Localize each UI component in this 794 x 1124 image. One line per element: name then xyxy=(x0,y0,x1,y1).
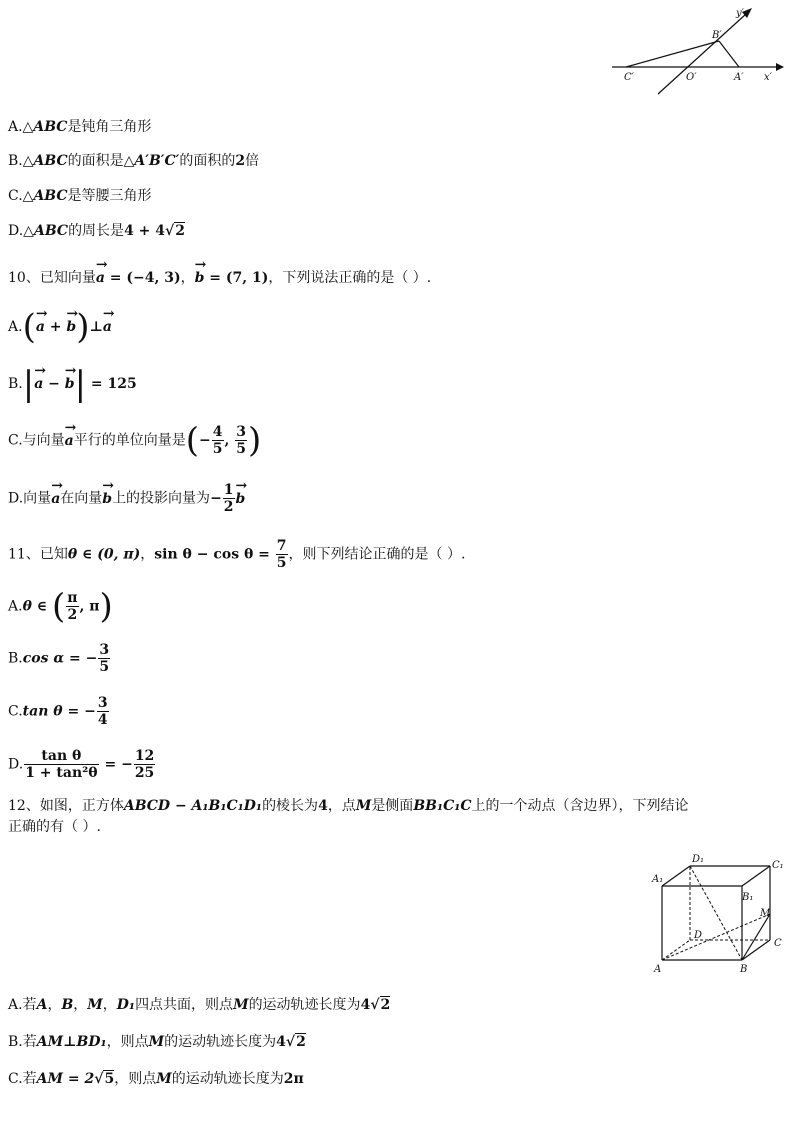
abs-bar: | xyxy=(74,364,87,404)
edge-a1d1 xyxy=(662,866,690,886)
math-abc: ABC xyxy=(33,153,68,169)
option-label: B.若 xyxy=(8,1034,37,1050)
option-text: 在向量 xyxy=(60,490,103,507)
math-abc: ABC xyxy=(33,188,68,204)
label-c1: C₁ xyxy=(772,860,784,871)
math-point: B xyxy=(61,997,74,1013)
stem-text: ， xyxy=(140,546,155,563)
math-number: 2 xyxy=(235,153,246,169)
q11-stem xyxy=(8,538,465,571)
stem-text: 上的一个动点（含边界），下列结论 xyxy=(471,798,689,814)
option-label: B. xyxy=(8,376,23,392)
option-text: 四点共面，则点 xyxy=(135,997,234,1013)
paren: ( xyxy=(52,586,66,627)
vector-a: → a xyxy=(36,313,45,337)
option-text: 的运动轨迹长度为 xyxy=(171,1071,284,1087)
vector-b: → b xyxy=(195,264,205,288)
label-x-prime: x′ xyxy=(764,72,772,83)
vector-a: → a xyxy=(103,313,112,337)
option-text: 上的投影向量为 xyxy=(112,490,211,507)
option-text: 是等腰三角形 xyxy=(67,188,152,204)
q12-option-b: B.若AM⊥BD₁，则点M的运动轨迹长度为4√2 xyxy=(8,1034,306,1050)
option-label: C.若 xyxy=(8,1071,37,1087)
math-abc-prime: A′B′C′ xyxy=(134,153,180,169)
option-label: B.△ xyxy=(8,153,34,169)
fraction: $\frac{3}{5}$ xyxy=(236,424,246,457)
paren: ) xyxy=(99,586,113,627)
math-number: 4 xyxy=(360,997,371,1013)
vector-b: → b xyxy=(65,370,75,394)
edge-b1c1 xyxy=(742,866,770,886)
option-label: A.若 xyxy=(8,997,37,1013)
stem-text: ，点 xyxy=(327,798,356,814)
math-operator: − xyxy=(43,376,65,392)
option-label: A. xyxy=(8,319,23,335)
option-text: ， xyxy=(102,997,117,1013)
stem-text: 11、已知 xyxy=(8,546,68,563)
math-expression: cos α = − xyxy=(22,650,98,667)
q9-option-a xyxy=(8,117,151,137)
fraction: $\frac{7}{5}$ xyxy=(276,538,287,571)
label-b: B xyxy=(740,964,748,975)
hidden-diagonal-d1b xyxy=(690,866,742,960)
math-operator: − xyxy=(199,432,211,449)
option-text: 的面积的 xyxy=(179,153,236,169)
q12-stem-line-1 xyxy=(8,796,689,816)
math-operator: − xyxy=(210,490,222,507)
label-a-prime: A′ xyxy=(734,72,744,83)
paren: ( xyxy=(185,420,200,461)
fraction: $\frac{12}{25}$ xyxy=(134,748,155,781)
x-axis-arrow xyxy=(776,63,784,71)
cube-figure xyxy=(650,852,790,976)
label-o-prime: O′ xyxy=(686,72,697,83)
stem-text: 的棱长为 xyxy=(262,798,319,814)
math-number: 2π xyxy=(283,1071,304,1087)
label-d1: D₁ xyxy=(692,854,705,865)
stem-text: 10、已知向量 xyxy=(8,270,96,286)
option-text: 的周长是 xyxy=(68,223,125,239)
math-radicand: 5 xyxy=(104,1071,115,1087)
q12-option-a: A.若A，B，M，D₁四点共面，则点M的运动轨迹长度为4√2 xyxy=(8,997,391,1013)
q12-stem-line-2: 正确的有（ ）. xyxy=(8,819,101,835)
q10-option-b xyxy=(8,364,137,404)
stem-text: 是侧面 xyxy=(371,798,414,814)
vector-a: → a xyxy=(96,264,105,288)
math-expression: = (7, 1) xyxy=(204,270,269,286)
math-number: 4 xyxy=(276,1034,286,1050)
math-expression: sin θ − cos θ = xyxy=(154,546,275,563)
segment-b-a xyxy=(719,41,739,67)
option-label: A.△ xyxy=(8,119,34,135)
q12-option-c: C.若AM = 2√5，则点M的运动轨迹长度为2π xyxy=(8,1071,304,1087)
math-point: A xyxy=(36,997,48,1013)
paren: ( xyxy=(22,307,36,347)
label-b1: B₁ xyxy=(742,892,754,903)
math-expression: tan θ = − xyxy=(22,703,96,720)
fraction: $\frac{1}{2}$ xyxy=(223,482,234,515)
q11-option-b xyxy=(8,642,111,675)
label-a1: A₁ xyxy=(652,874,664,885)
q11-option-a xyxy=(8,586,113,627)
segment-c-b xyxy=(626,41,719,67)
label-m: M xyxy=(760,908,771,919)
option-text: ， xyxy=(73,997,88,1013)
fraction: $\frac{\text{tan θ}}{\text{1 + tan²θ}}$ xyxy=(25,748,98,781)
math-expression: , π xyxy=(79,598,100,615)
q10-option-d xyxy=(8,482,245,515)
label-d: D xyxy=(694,930,703,941)
vector-a: → a xyxy=(65,427,74,451)
q11-option-d xyxy=(8,748,156,781)
math-point: M xyxy=(87,997,103,1013)
math-radicand: 2 xyxy=(380,997,391,1013)
math-operator: , xyxy=(224,432,235,449)
option-text: ，则点 xyxy=(114,1071,157,1087)
paren: ) xyxy=(76,307,90,347)
math-point: D₁ xyxy=(116,997,136,1013)
label-b-prime: B′ xyxy=(712,30,722,41)
label-y-prime: y′ xyxy=(736,8,744,19)
math-operator: ⊥ xyxy=(89,319,103,335)
stem-text: 12、如图，正方体 xyxy=(8,798,124,814)
option-text: ， xyxy=(47,997,62,1013)
math-face: BB₁C₁C xyxy=(413,798,472,814)
q9-option-b xyxy=(8,151,259,171)
stem-text: ， xyxy=(180,270,195,286)
math-expression: 4 + 4 xyxy=(124,223,166,239)
label-c: C xyxy=(774,938,782,949)
q9-option-d: D.△ABC的周长是4 + 4√2 xyxy=(8,223,185,239)
option-label: C. xyxy=(8,703,23,720)
abs-bar: | xyxy=(22,364,35,404)
math-operator: + xyxy=(44,319,67,335)
q10-option-c xyxy=(8,420,262,461)
math-expression: = 125 xyxy=(86,376,137,392)
option-text: 的运动轨迹长度为 xyxy=(164,1034,277,1050)
fraction: $\frac{3}{5}$ xyxy=(99,642,110,675)
vector-b: → b xyxy=(236,485,246,509)
option-label: D.向量 xyxy=(8,490,52,507)
stem-text: ，则下列结论正确的是（ ）. xyxy=(288,546,466,563)
fraction: $\frac{\pi}{2}$ xyxy=(67,590,78,623)
math-expression: AM⊥BD₁ xyxy=(36,1034,107,1050)
paren: ) xyxy=(248,420,262,461)
option-text: 平行的单位向量是 xyxy=(73,432,186,449)
math-point: M xyxy=(156,1071,172,1087)
math-expression: AM = 2 xyxy=(36,1071,95,1087)
math-radicand: 2 xyxy=(296,1034,306,1050)
math-expression: = (−4, 3) xyxy=(104,270,181,286)
option-text: 的运动轨迹长度为 xyxy=(248,997,361,1013)
option-label: C.与向量 xyxy=(8,432,65,449)
fraction: $\frac{4}{5}$ xyxy=(212,424,223,457)
vector-a: → a xyxy=(34,370,43,394)
stem-text: ，下列说法正确的是（ ）. xyxy=(268,270,432,286)
math-operator: = − xyxy=(99,756,133,773)
option-label: C.△ xyxy=(8,188,34,204)
fraction: $\frac{3}{4}$ xyxy=(97,695,108,728)
option-label: D.△ xyxy=(8,223,34,239)
label-a: A xyxy=(654,964,662,975)
math-expression: θ ∈ xyxy=(22,598,53,615)
math-number: 4 xyxy=(318,798,328,814)
math-cube-name: ABCD − A₁B₁C₁D₁ xyxy=(123,798,263,814)
segment-bm xyxy=(742,914,770,960)
vector-b: → b xyxy=(66,313,76,337)
vector-b: → b xyxy=(102,485,112,509)
math-point: M xyxy=(233,997,249,1013)
math-radicand: 2 xyxy=(175,223,185,239)
option-label: A. xyxy=(8,598,23,615)
label-c-prime: C′ xyxy=(624,72,634,83)
option-text: 倍 xyxy=(245,153,260,169)
q10-option-a xyxy=(8,307,112,347)
option-text: ，则点 xyxy=(106,1034,149,1050)
math-point: M xyxy=(148,1034,165,1050)
math-abc: ABC xyxy=(33,223,69,239)
math-expression: θ ∈ (0, π) xyxy=(67,546,141,563)
q9-option-c xyxy=(8,186,152,206)
option-text: 的面积是△ xyxy=(67,153,135,169)
vector-a: → a xyxy=(51,485,60,509)
option-text: 是钝角三角形 xyxy=(67,119,152,135)
q11-option-c xyxy=(8,695,110,728)
hidden-segment-am xyxy=(662,914,770,960)
math-abc: ABC xyxy=(33,119,68,135)
math-point: M xyxy=(355,798,372,814)
option-label: D. xyxy=(8,756,24,773)
edge-bc xyxy=(742,940,770,960)
option-label: B. xyxy=(8,650,23,667)
oblique-axes-figure xyxy=(606,4,794,96)
q10-stem xyxy=(8,264,431,288)
